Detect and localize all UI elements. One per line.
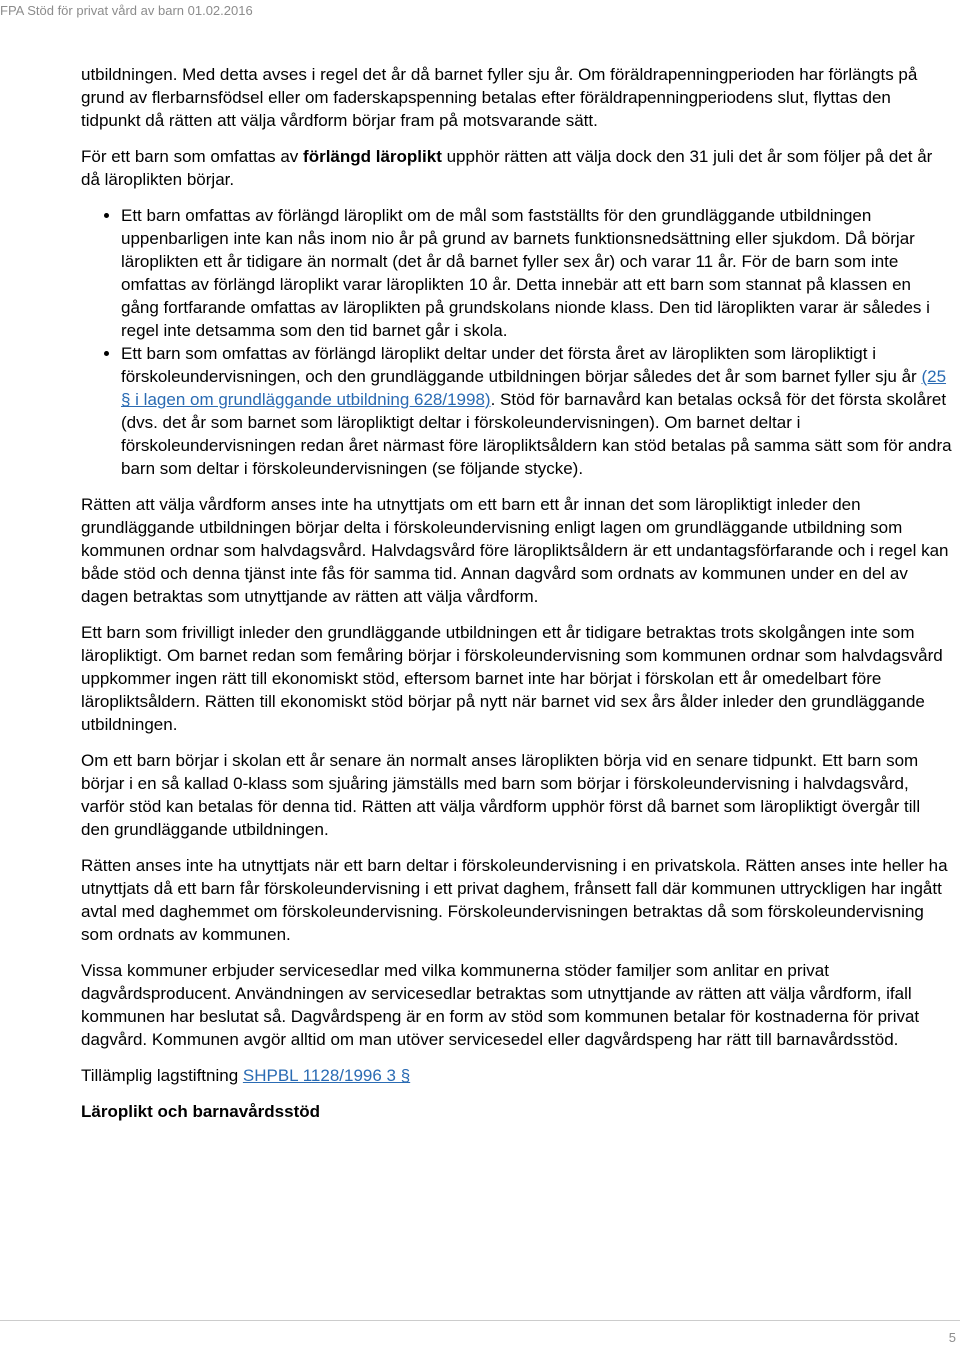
bullet-list [81,204,953,480]
paragraph: Rätten anses inte ha utnyttjats när ett barn deltar i förskoleundervisning i en privatskola. Rätten anses inte heller ha utnyttjats då ett barn får förskoleundervisning i ett privat daghem, frånsett fall där kommunen uttryckligen har ingått avtal med daghemmet om förskoleundervisning. Förskoleundervisningen betraktas då som förskoleundervisning som ordnats av kommunen. [81,856,948,944]
document-body [81,63,953,1136]
law-link[interactable]: (25 § i lagen om grundläggande utbildning 628/1998) [121,367,947,409]
paragraph-intro: utbildningen. Med detta avses i regel det år då barnet fyller sju år. Om föräldrapenningperioden har förlängts på grund av flerbarnsfödsel eller om faderskapspenning betalas efter föräldrapenningperiodens slut, flyttas den tidpunkt då rätten att välja vårdform börjar fram på motsvarande sätt. [81,65,918,130]
bold-term: förlängd läroplikt [303,147,442,166]
page-number: 5 [948,1330,956,1345]
law-label: Tillämplig lagstiftning [81,1066,243,1085]
paragraph: Ett barn som frivilligt inleder den grundläggande utbildningen ett år tidigare betraktas trots skolgången inte som läropliktigt. Om barnet redan som femåring börjar i förskoleundervisning som kommunen ordnar som halvdagsvård uppkommer ingen rätt till ekonomiskt stöd, eftersom barnet inte har börjat i förskolan ett år omedelbart före läropliktsåldern. Rätten till ekonomiskt stöd börjar på nytt när barnet vid sex års ålder inleder den grundläggande utbildningen. [81,623,943,734]
law-reference-link[interactable]: SHPBL 1128/1996 3 § [242,1066,411,1085]
footer-divider [0,1320,960,1321]
text: upphör rätten att välja dock den 31 juli det år som följer på det år då läroplikten börjar. [81,147,933,189]
document-header: FPA Stöd för privat vård av barn 01.02.2016 [0,3,253,18]
text: Ett barn som omfattas av förlängd läroplikt deltar under det första året av läroplikten som läropliktigt i förskoleundervisningen, och den grundläggande utbildningen börjar således det år som barnet fyller sju år [121,344,922,386]
paragraph: Vissa kommuner erbjuder servicesedlar med vilka kommunerna stöder familjer som anlitar en privat dagvårdsproducent. Användningen av servicesedlar betraktas som utnyttjande av rätten att välja vårdform, ifall kommunen har beslutat så. Dagvårdspeng är en form av stöd som kommunen betalar för kostnaderna för privat dagvård. Kommunen avgör alltid om man utöver servicesedel eller dagvårdspeng har rätt till barnavårdsstöd. [81,961,920,1049]
text: För ett barn som omfattas av [81,147,304,166]
section-heading: Läroplikt och barnavårdsstöd [81,1102,320,1121]
list-item: • Ett barn omfattas av förlängd läroplikt om de mål som fastställts för den grundläggande utbildningen uppenbarligen inte kan nås inom nio år på grund av barnets funktionsnedsättning eller sjukdom. Då börjar läroplikten ett år tidigare än normalt (det år då barnet fyller sex år) och varar 11 år. För de barn som inte omfattas av förlängd läroplikt varar läroplikten 10 år. Detta innebär att ett barn som stannat på klassen en gång fortfarande omfattas av läroplikten på grundskolans nionde klass. Den tid läroplikten varar är således i regel inte detsamma som den tid barnet går i skola. [121,204,953,342]
text: . Stöd för barnavård kan betalas också för det första skolåret (dvs. det år som barnet som läropliktigt deltar i förskoleundervisningen). Om barnet deltar i förskoleundervisningen redan året närmast före läropliktsåldern kan stöd betalas på samma sätt som för andra barn som deltar i förskoleundervisningen (se följande stycke). [121,390,952,478]
paragraph: Rätten att välja vårdform anses inte ha utnyttjats om ett barn ett år innan det som läropliktigt inleder den grundläggande utbildningen börjar delta i förskoleundervisning enligt lagen om grundläggande utbildning som kommunen ordnar som halvdagsvård. Halvdagsvård före läropliktsåldern är ett undantagsförfarande och i regel kan både stöd och denna tjänst inte fås för samma tid. Annan dagvård som ordnats av kommunen under en del av dagen betraktas som utnyttjande av rätten att välja vårdform. [81,495,949,606]
list-item [121,342,953,480]
applicable-law [81,1064,953,1087]
paragraph: Om ett barn börjar i skolan ett år senare än normalt anses läroplikten börja vid en senare tidpunkt. Ett barn som börjar i en så kallad 0-klass som sjuåring jämställs med barn som börjar i förskoleundervisning i halvdagsvård, varför stöd kan betalas för denna tid. Rätten att välja vårdform upphör först då barnet som läropliktigt övergår till den grundläggande utbildningen. [81,751,921,839]
paragraph-extended-compulsory [81,145,953,191]
